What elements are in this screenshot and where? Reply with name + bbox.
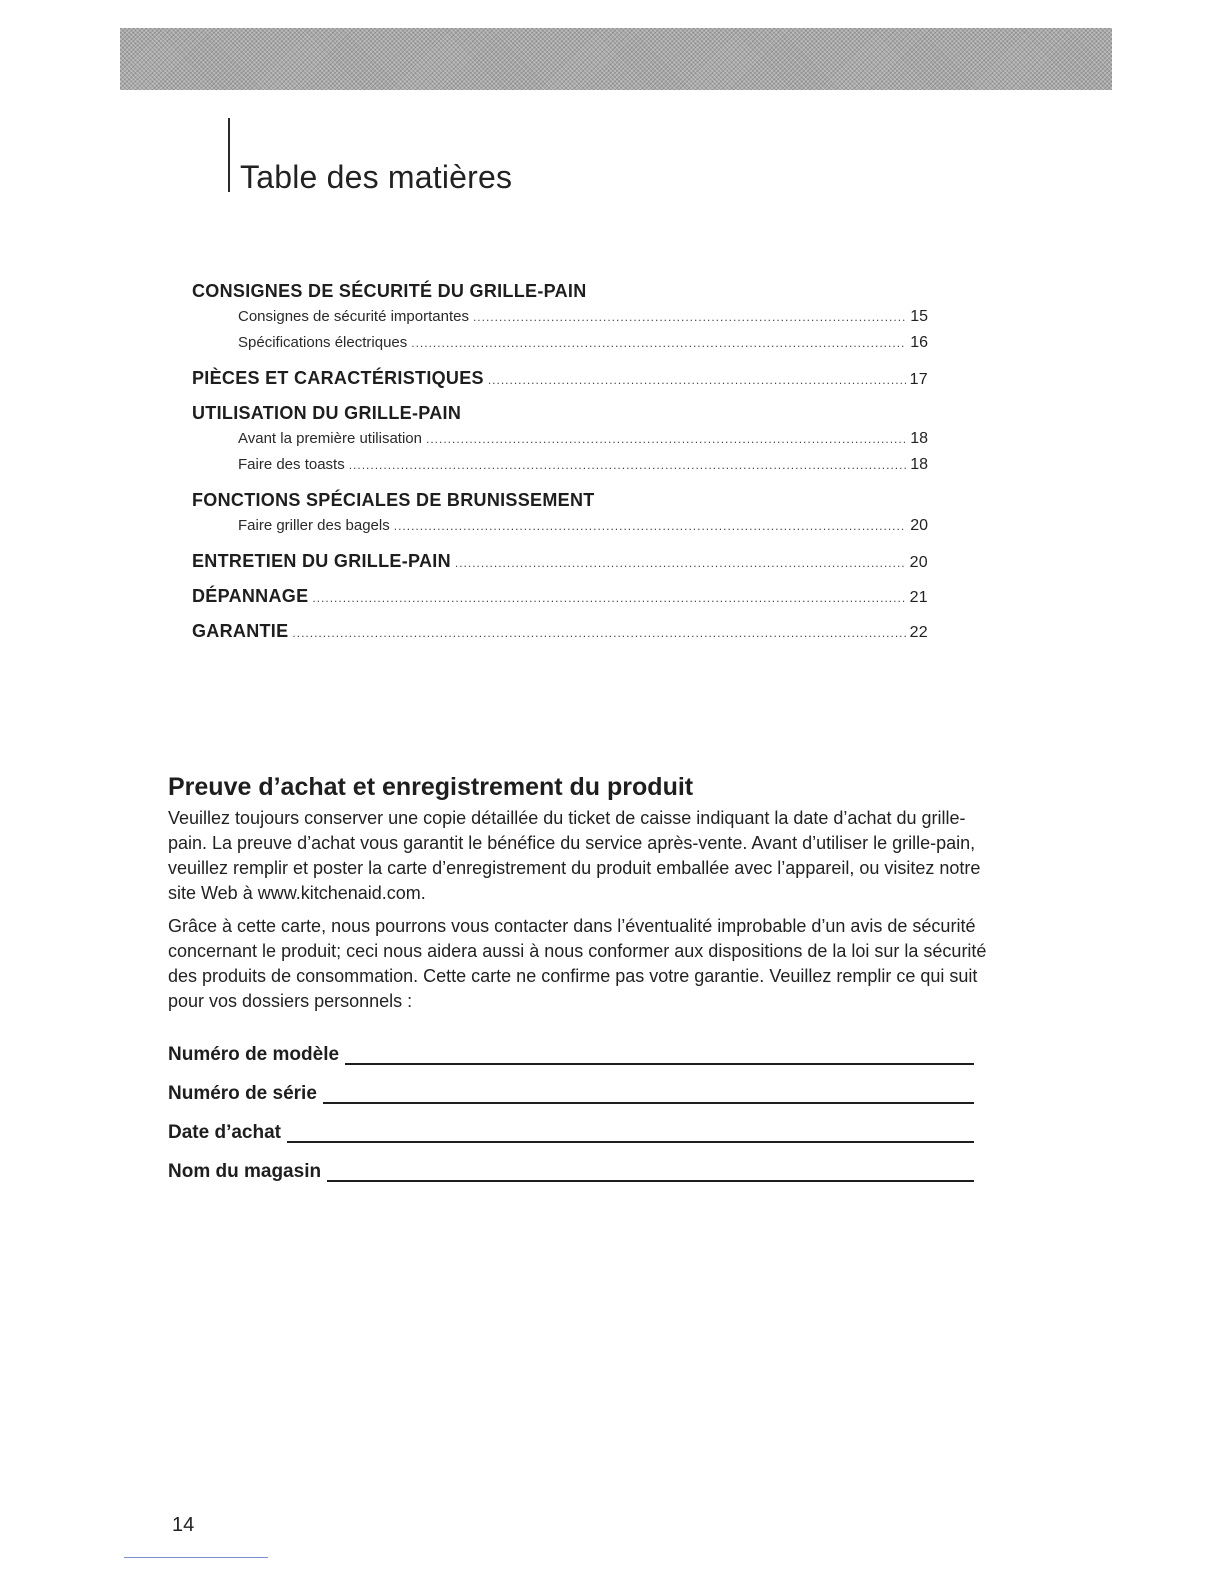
header-band <box>120 28 1112 90</box>
toc-entry-major[interactable] <box>192 365 928 391</box>
title-accent-bar <box>228 118 230 192</box>
field-label: Numéro de modèle <box>168 1044 340 1065</box>
toc-entry-label: Consignes de sécurité importantes <box>238 308 469 325</box>
store-name-field <box>168 1145 974 1184</box>
toc-section-heading: UTILISATION DU GRILLE-PAIN <box>192 403 462 423</box>
dot-leader <box>455 550 906 576</box>
toc-section-heading: CONSIGNES DE SÉCURITÉ DU GRILLE-PAIN <box>192 281 587 301</box>
model-number-field <box>168 1028 974 1067</box>
toc-section-heading: GARANTIE <box>192 621 289 641</box>
toc-section-heading: FONCTIONS SPÉCIALES DE BRUNISSEMENT <box>192 490 595 510</box>
field-label: Date d’achat <box>168 1122 281 1143</box>
dot-leader <box>426 426 906 452</box>
record-form <box>168 1028 974 1184</box>
toc-entry-page: 16 <box>910 334 928 351</box>
toc-entry-label: Faire des toasts <box>238 456 345 473</box>
field-label: Numéro de série <box>168 1083 317 1104</box>
toc-entry-page: 15 <box>910 308 928 325</box>
toc-entry-page: 20 <box>909 554 928 571</box>
dot-leader <box>292 620 905 646</box>
toc-entry-major[interactable] <box>192 548 928 574</box>
body-paragraph: Veuillez toujours conserver une copie détaillée du ticket de caisse indiquant la date d’achat du grille-pain. La preuve d’achat vous garantit le bénéfice du service après-vente. Avant d’utiliser le grille-pain, veuillez remplir et poster la carte d’enregistrement du produit emballée avec l’appareil, ou visitez notre site Web à www.kitchenaid.com. <box>168 808 981 903</box>
toc-entry[interactable] <box>192 304 928 330</box>
store-name-input-line[interactable] <box>327 1162 974 1182</box>
purchase-date-field <box>168 1106 974 1145</box>
footer-rule <box>124 1557 268 1558</box>
toc-entry-page: 18 <box>910 430 928 447</box>
toc-section-heading: DÉPANNAGE <box>192 586 309 606</box>
dot-leader <box>349 452 906 478</box>
page-number: 14 <box>172 1514 195 1536</box>
dot-leader <box>394 513 906 539</box>
toc-entry[interactable] <box>192 513 928 539</box>
body-paragraph: Grâce à cette carte, nous pourrons vous contacter dans l’éventualité improbable d’un avis de sécurité concernant le produit; ceci nous aidera aussi à nous conformer aux dispositions de la loi sur la sécurité des produits de consommation. Cette carte ne confirme pas votre garantie. Veuillez remplir ce qui suit pour vos dossiers personnels : <box>168 916 987 1011</box>
serial-number-input-line[interactable] <box>323 1084 974 1104</box>
dot-leader <box>312 585 905 611</box>
toc-entry-label: Avant la première utilisation <box>238 430 422 447</box>
toc-entry-label: Faire griller des bagels <box>238 517 390 534</box>
purchase-registration-section <box>168 770 998 1184</box>
toc-entry-major[interactable] <box>192 618 928 644</box>
serial-number-field <box>168 1067 974 1106</box>
toc-entry-major[interactable] <box>192 583 928 609</box>
toc-entry-label: Spécifications électriques <box>238 334 408 351</box>
purchase-date-input-line[interactable] <box>287 1123 974 1143</box>
toc-section-heading: ENTRETIEN DU GRILLE-PAIN <box>192 551 451 571</box>
toc-entry[interactable] <box>192 452 928 478</box>
toc-section-heading: PIÈCES ET CARACTÉRISTIQUES <box>192 368 484 388</box>
toc-entry-page: 17 <box>909 371 928 388</box>
table-of-contents <box>192 278 928 644</box>
dot-leader <box>488 367 906 393</box>
model-number-input-line[interactable] <box>345 1045 974 1065</box>
field-label: Nom du magasin <box>168 1161 322 1182</box>
toc-entry[interactable] <box>192 330 928 356</box>
toc-entry-page: 22 <box>909 624 928 641</box>
dot-leader <box>411 330 906 356</box>
section-title: Preuve d’achat et enregistrement du produit <box>168 773 694 801</box>
toc-entry[interactable] <box>192 426 928 452</box>
toc-entry-page: 20 <box>910 517 928 534</box>
page-title: Table des matières <box>240 159 513 196</box>
toc-entry-page: 18 <box>910 456 928 473</box>
toc-entry-page: 21 <box>909 589 928 606</box>
dot-leader <box>473 304 906 330</box>
